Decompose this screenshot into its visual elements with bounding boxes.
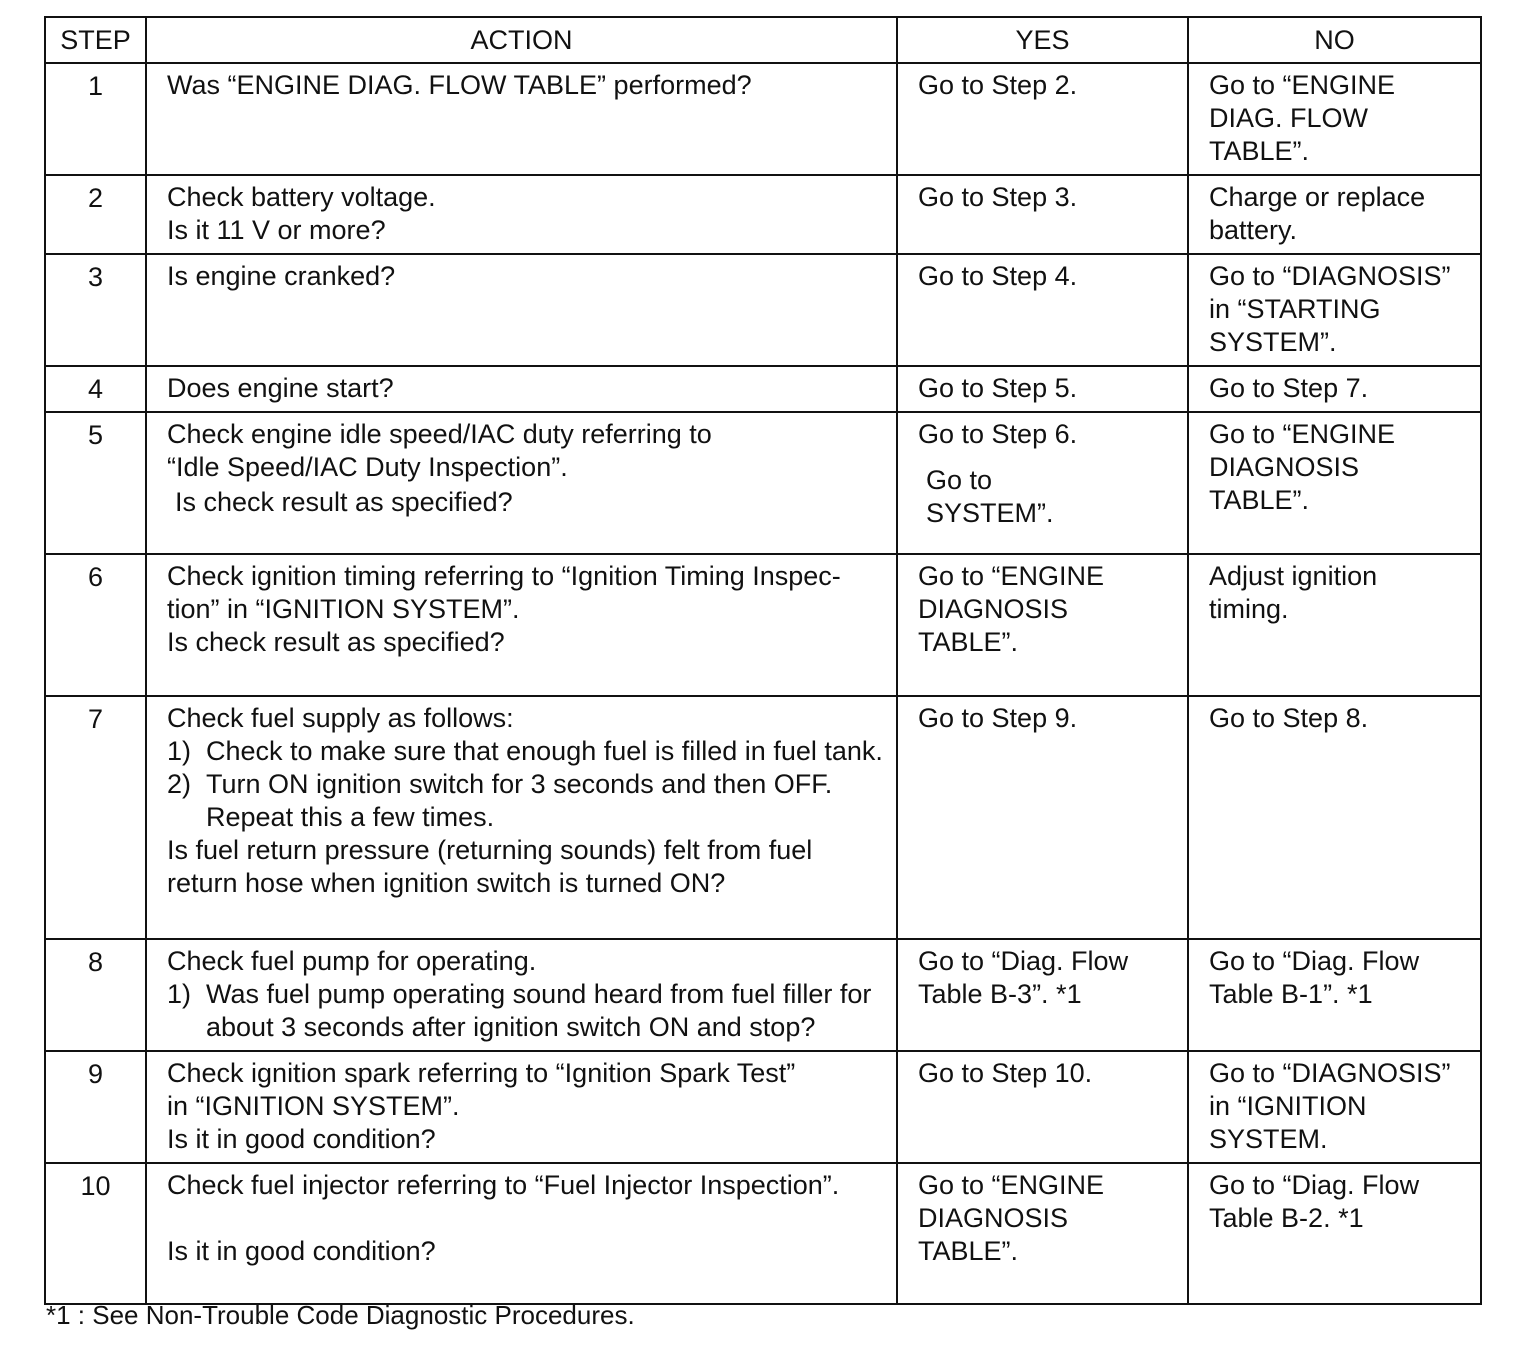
yes-cell <box>897 1051 1188 1163</box>
yes-line: Go to Step 9. <box>918 703 1078 733</box>
yes-line: DIAGNOSIS <box>918 1203 1069 1233</box>
no-line: TABLE”. <box>1209 485 1310 515</box>
action-cell <box>146 1163 897 1304</box>
header-step: STEP <box>45 17 146 63</box>
no-line: in “STARTING <box>1209 294 1381 324</box>
action-cell <box>146 939 897 1051</box>
no-cell <box>1188 939 1481 1051</box>
step-number: 8 <box>45 939 146 1051</box>
action-line: Check ignition timing referring to “Ignition Timing Inspec- <box>167 561 841 591</box>
list-item-text: Turn ON ignition switch for 3 seconds and then OFF. Repeat this a few times. <box>206 769 833 832</box>
footnote: *1 : See Non-Trouble Code Diagnostic Procedures. <box>46 1300 635 1330</box>
list-item <box>167 768 888 834</box>
header-no: NO <box>1188 17 1481 63</box>
action-line: Is fuel return pressure (returning sounds) felt from fuel <box>167 835 813 865</box>
no-cell <box>1188 63 1481 175</box>
yes-line: Go to “ENGINE <box>918 1170 1105 1200</box>
yes-line: DIAGNOSIS <box>918 594 1069 624</box>
action-line: Check fuel supply as follows: <box>167 703 514 733</box>
action-line: “Idle Speed/IAC Duty Inspection”. <box>167 452 568 482</box>
action-line: Was “ENGINE DIAG. FLOW TABLE” performed? <box>167 70 752 100</box>
action-line: tion” in “IGNITION SYSTEM”. <box>167 594 520 624</box>
list-item-text: Was fuel pump operating sound heard from fuel filler for about 3 seconds after ignition switch ON and stop? <box>206 979 872 1042</box>
yes-line: Go to “Diag. Flow <box>918 946 1129 976</box>
no-line: Charge or replace <box>1209 182 1426 212</box>
table-row-step-1 <box>45 63 1481 175</box>
yes-cell <box>897 63 1188 175</box>
yes-cell <box>897 1163 1188 1304</box>
table-row-step-8 <box>45 939 1481 1051</box>
table-header-row <box>45 17 1481 63</box>
table-row-step-6 <box>45 554 1481 696</box>
action-cell <box>146 63 897 175</box>
yes-line: Go to Step 10. <box>918 1058 1093 1088</box>
step-number: 7 <box>45 696 146 939</box>
action-line: Is it in good condition? <box>167 1124 436 1154</box>
yes-line: Go to Step 5. <box>918 373 1078 403</box>
action-cell <box>146 554 897 696</box>
yes-cell <box>897 939 1188 1051</box>
no-line: TABLE”. <box>1209 136 1310 166</box>
table-row-step-4 <box>45 366 1481 412</box>
action-cell <box>146 412 897 554</box>
action-line: Is check result as specified? <box>175 487 513 517</box>
yes-line: Go to Step 4. <box>918 261 1078 291</box>
no-line: Go to “DIAGNOSIS” <box>1209 1058 1451 1088</box>
no-cell <box>1188 1051 1481 1163</box>
header-yes: YES <box>897 17 1188 63</box>
no-line: Table B-1”. *1 <box>1209 979 1373 1009</box>
table-row-step-7 <box>45 696 1481 939</box>
no-line: DIAG. FLOW <box>1209 103 1369 133</box>
no-line: SYSTEM”. <box>1209 327 1337 357</box>
no-line: Adjust ignition <box>1209 561 1378 591</box>
yes-line: TABLE”. <box>918 1236 1019 1266</box>
no-line: Go to Step 7. <box>1209 373 1369 403</box>
yes-line: SYSTEM”. <box>926 498 1054 528</box>
no-line: Go to “ENGINE <box>1209 419 1396 449</box>
no-cell <box>1188 254 1481 366</box>
yes-line: Go to Step 6. <box>918 419 1078 449</box>
yes-line: Go to <box>926 465 993 495</box>
action-cell <box>146 254 897 366</box>
yes-line: Table B-3”. *1 <box>918 979 1082 1009</box>
yes-line: Go to Step 3. <box>918 182 1078 212</box>
no-line: Go to “Diag. Flow <box>1209 1170 1420 1200</box>
yes-cell <box>897 366 1188 412</box>
action-line: Check ignition spark referring to “Ignition Spark Test” <box>167 1058 796 1088</box>
no-line: DIAGNOSIS <box>1209 452 1360 482</box>
action-line: Is it in good condition? <box>167 1236 436 1266</box>
list-item <box>167 735 888 768</box>
action-line: Check engine idle speed/IAC duty referring to <box>167 419 712 449</box>
yes-cell <box>897 254 1188 366</box>
no-line: Go to “Diag. Flow <box>1209 946 1420 976</box>
no-cell <box>1188 696 1481 939</box>
yes-cell <box>897 412 1188 554</box>
action-line: Is it 11 V or more? <box>167 215 386 245</box>
no-line: timing. <box>1209 594 1289 624</box>
no-line: Table B-2. *1 <box>1209 1203 1364 1233</box>
list-item-number: 2) <box>167 769 192 799</box>
no-line: Go to “ENGINE <box>1209 70 1396 100</box>
list-item-text: Check to make sure that enough fuel is filled in fuel tank. <box>206 736 883 766</box>
no-line: battery. <box>1209 215 1298 245</box>
no-cell <box>1188 412 1481 554</box>
no-line: SYSTEM. <box>1209 1124 1328 1154</box>
action-line: Check fuel injector referring to “Fuel Injector Inspection”. <box>167 1170 840 1200</box>
no-line: Go to Step 8. <box>1209 703 1369 733</box>
action-line: Is check result as specified? <box>167 627 505 657</box>
no-cell <box>1188 175 1481 254</box>
yes-cell <box>897 554 1188 696</box>
no-line: in “IGNITION <box>1209 1091 1367 1121</box>
action-cell <box>146 175 897 254</box>
yes-line: TABLE”. <box>918 627 1019 657</box>
table-row-step-2 <box>45 175 1481 254</box>
list-item <box>167 978 888 1044</box>
action-line: Is engine cranked? <box>167 261 396 291</box>
table-row-step-9 <box>45 1051 1481 1163</box>
no-line: Go to “DIAGNOSIS” <box>1209 261 1451 291</box>
diagnostic-flow-table <box>44 16 1482 1305</box>
yes-line: Go to “ENGINE <box>918 561 1105 591</box>
table-row-step-3 <box>45 254 1481 366</box>
step-number: 6 <box>45 554 146 696</box>
table-row-step-5 <box>45 412 1481 554</box>
yes-cell <box>897 696 1188 939</box>
yes-line: Go to Step 2. <box>918 70 1078 100</box>
step-number: 4 <box>45 366 146 412</box>
no-cell <box>1188 554 1481 696</box>
action-line: Check battery voltage. <box>167 182 436 212</box>
action-line: Check fuel pump for operating. <box>167 946 537 976</box>
step-number: 2 <box>45 175 146 254</box>
action-cell <box>146 1051 897 1163</box>
step-number: 3 <box>45 254 146 366</box>
action-cell <box>146 696 897 939</box>
list-item-number: 1) <box>167 979 192 1009</box>
table-row-step-10 <box>45 1163 1481 1304</box>
action-cell <box>146 366 897 412</box>
step-number: 5 <box>45 412 146 554</box>
yes-cell <box>897 175 1188 254</box>
header-action: ACTION <box>146 17 897 63</box>
step-number: 9 <box>45 1051 146 1163</box>
action-line: return hose when ignition switch is turned ON? <box>167 868 726 898</box>
action-line: Does engine start? <box>167 373 394 403</box>
no-cell <box>1188 366 1481 412</box>
list-item-number: 1) <box>167 736 192 766</box>
action-spacer <box>167 1202 888 1235</box>
step-number: 1 <box>45 63 146 175</box>
no-cell <box>1188 1163 1481 1304</box>
step-number: 10 <box>45 1163 146 1304</box>
action-line: in “IGNITION SYSTEM”. <box>167 1091 460 1121</box>
